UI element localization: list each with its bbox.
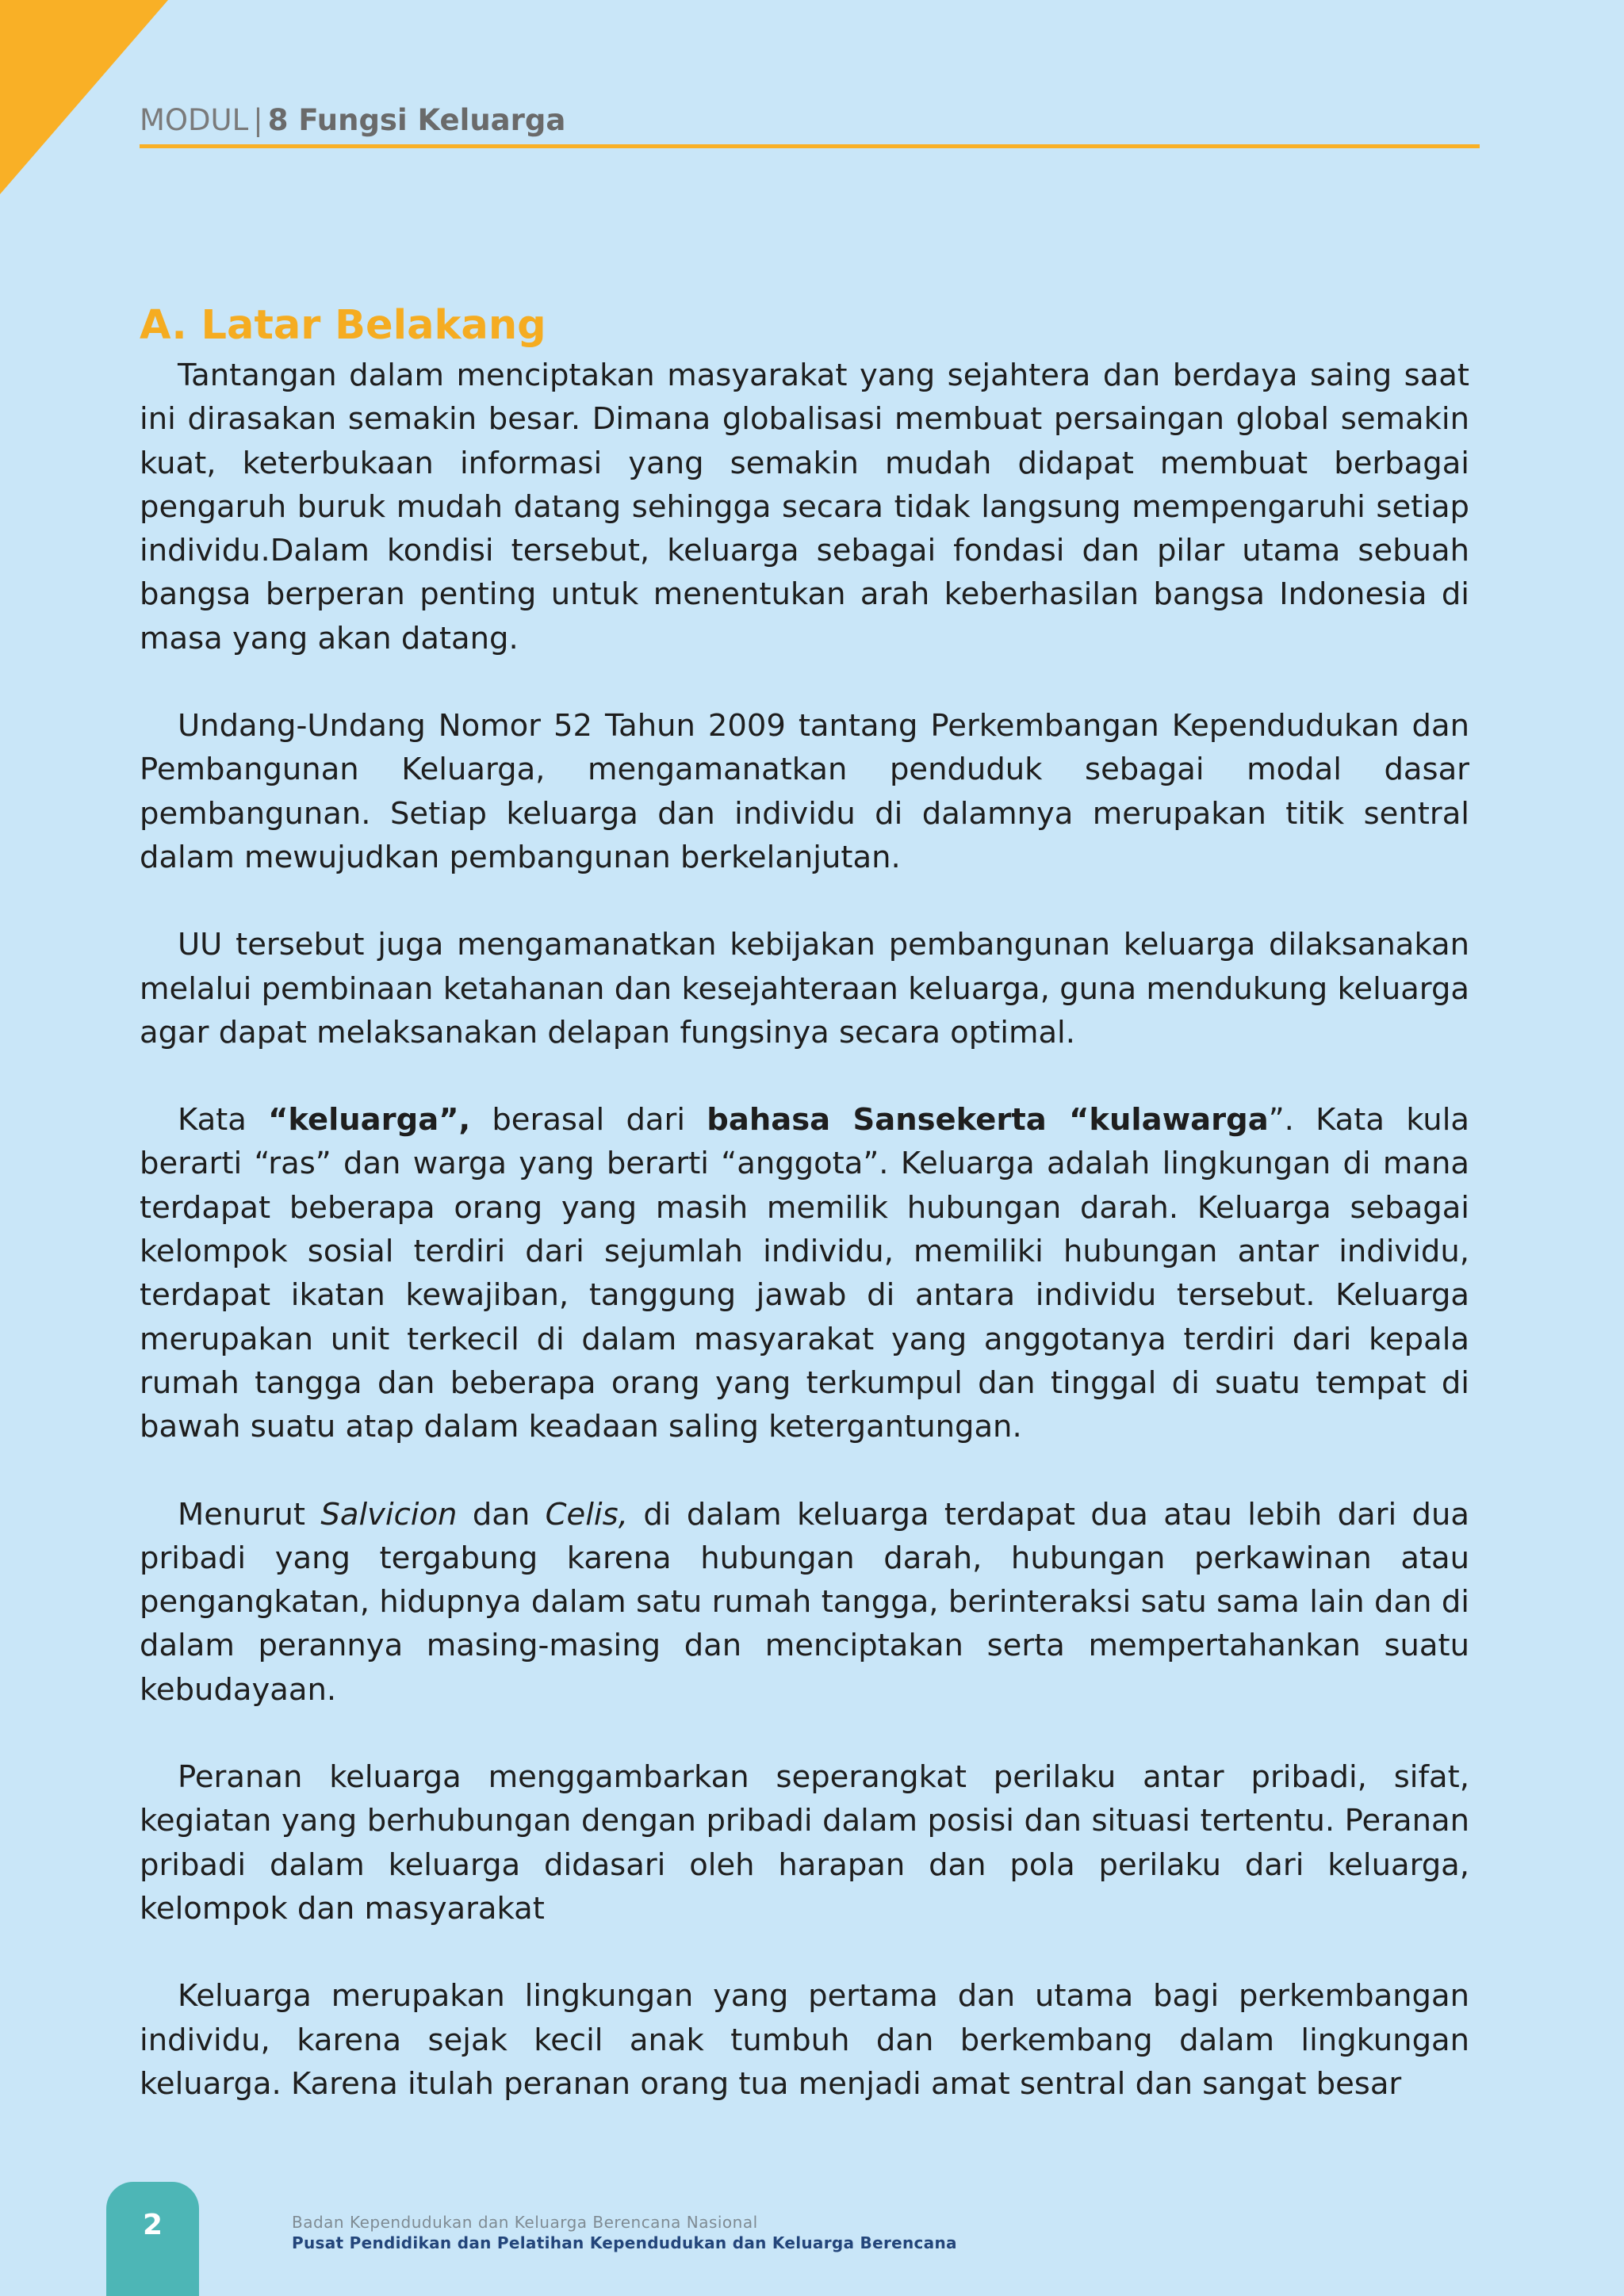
paragraph-4: [140, 1098, 1469, 1448]
module-label: MODUL: [140, 103, 249, 137]
p5-text-e: di dalam keluarga terdapat dua atau lebih dari dua pribadi yang tergabung karena hubungan darah, hubungan perkawinan atau pengangkatan, hidupnya dalam satu rumah tangga, berinteraksi satu sama lain dan di dalam perannya masing-masing dan menciptakan serta mempertahankan suatu kebudayaan.: [140, 1496, 1469, 1708]
header-title: [140, 101, 1480, 140]
p4-text-e: ”. Kata kula berarti “ras” dan warga yang berarti “anggota”. Keluarga adalah lingkungan di mana terdapat beberapa orang yang masih memilik hubungan darah. Keluarga sebagai kelompok sosial terdiri dari sejumlah individu, memiliki hubungan antar individu, terdapat ikatan kewajiban, tanggung jawab di antara individu tersebut. Keluarga merupakan unit terkecil di dalam masyarakat yang anggotanya terdiri dari kepala rumah tangga dan beberapa orang yang terkumpul dan tinggal di suatu tempat di bawah suatu atap dalam keadaan saling ketergantungan.: [140, 1102, 1469, 1445]
paragraph-6: Peranan keluarga menggambarkan seperangkat perilaku antar pribadi, sifat, kegiatan yang berhubungan dengan pribadi dalam posisi dan situasi tertentu. Peranan pribadi dalam keluarga didasari oleh harapan dan pola perilaku dari keluarga, kelompok dan masyarakat: [140, 1759, 1469, 1927]
paragraph-7: Keluarga merupakan lingkungan yang pertama dan utama bagi perkembangan individu, karena sejak kecil anak tumbuh dan berkembang dalam lingkungan keluarga. Karena itulah peranan orang tua menjadi amat sentral dan sangat besar: [140, 1978, 1469, 2102]
p4-text-c: berasal dari: [470, 1102, 707, 1138]
paragraph-2: Undang-Undang Nomor 52 Tahun 2009 tantang Perkembangan Kependudukan dan Pembangunan Keluarga, mengamanatkan penduduk sebagai modal dasar pembangunan. Setiap keluarga dan individu di dalamnya merupakan titik sentral dalam mewujudkan pembangunan berkelanjutan.: [140, 708, 1469, 875]
module-title: 8 Fungsi Keluarga: [267, 103, 566, 137]
p4-bold-sansekerta: bahasa Sansekerta “kulawarga: [707, 1102, 1269, 1138]
footer-organization: Badan Kependudukan dan Keluarga Berencana Nasional: [292, 2213, 758, 2232]
header-underline: [140, 144, 1480, 148]
section-title: A. Latar Belakang: [140, 302, 546, 349]
main-content: [140, 298, 1469, 2106]
p4-bold-keluarga: “keluarga”,: [268, 1102, 471, 1138]
corner-triangle-decoration: [0, 0, 168, 194]
paragraph-1: Tantangan dalam menciptakan masyarakat yang sejahtera dan berdaya saing saat ini dirasakan semakin besar. Dimana globalisasi membuat persaingan global semakin kuat, keterbukaan informasi yang semakin mudah didapat membuat berbagai pengaruh buruk mudah datang sehingga secara tidak langsung mempengaruhi setiap individu.Dalam kondisi tersebut, keluarga sebagai fondasi dan pilar utama sebuah bangsa berperan penting untuk menentukan arah keberhasilan bangsa Indonesia di masa yang akan datang.: [140, 358, 1469, 656]
p5-italic-salvicion: Salvicion: [320, 1496, 458, 1533]
page-header: [140, 101, 1480, 148]
paragraph-3: UU tersebut juga mengamanatkan kebijakan pembangunan keluarga dilaksanakan melalui pembinaan ketahanan dan kesejahteraan keluarga, guna mendukung keluarga agar dapat melaksanakan delapan fungsinya secara optimal.: [140, 927, 1469, 1050]
p5-italic-celis: Celis,: [545, 1496, 628, 1533]
header-separator: |: [253, 103, 263, 137]
footer-center-name: Pusat Pendidikan dan Pelatihan Kependudukan dan Keluarga Berencana: [292, 2233, 957, 2252]
p4-text-a: Kata: [178, 1102, 269, 1138]
page-number-tab: [106, 2182, 199, 2296]
p5-text-c: dan: [457, 1496, 546, 1533]
page-number: 2: [142, 2209, 163, 2241]
p5-text-a: Menurut: [178, 1496, 321, 1533]
paragraph-5: [140, 1493, 1469, 1712]
